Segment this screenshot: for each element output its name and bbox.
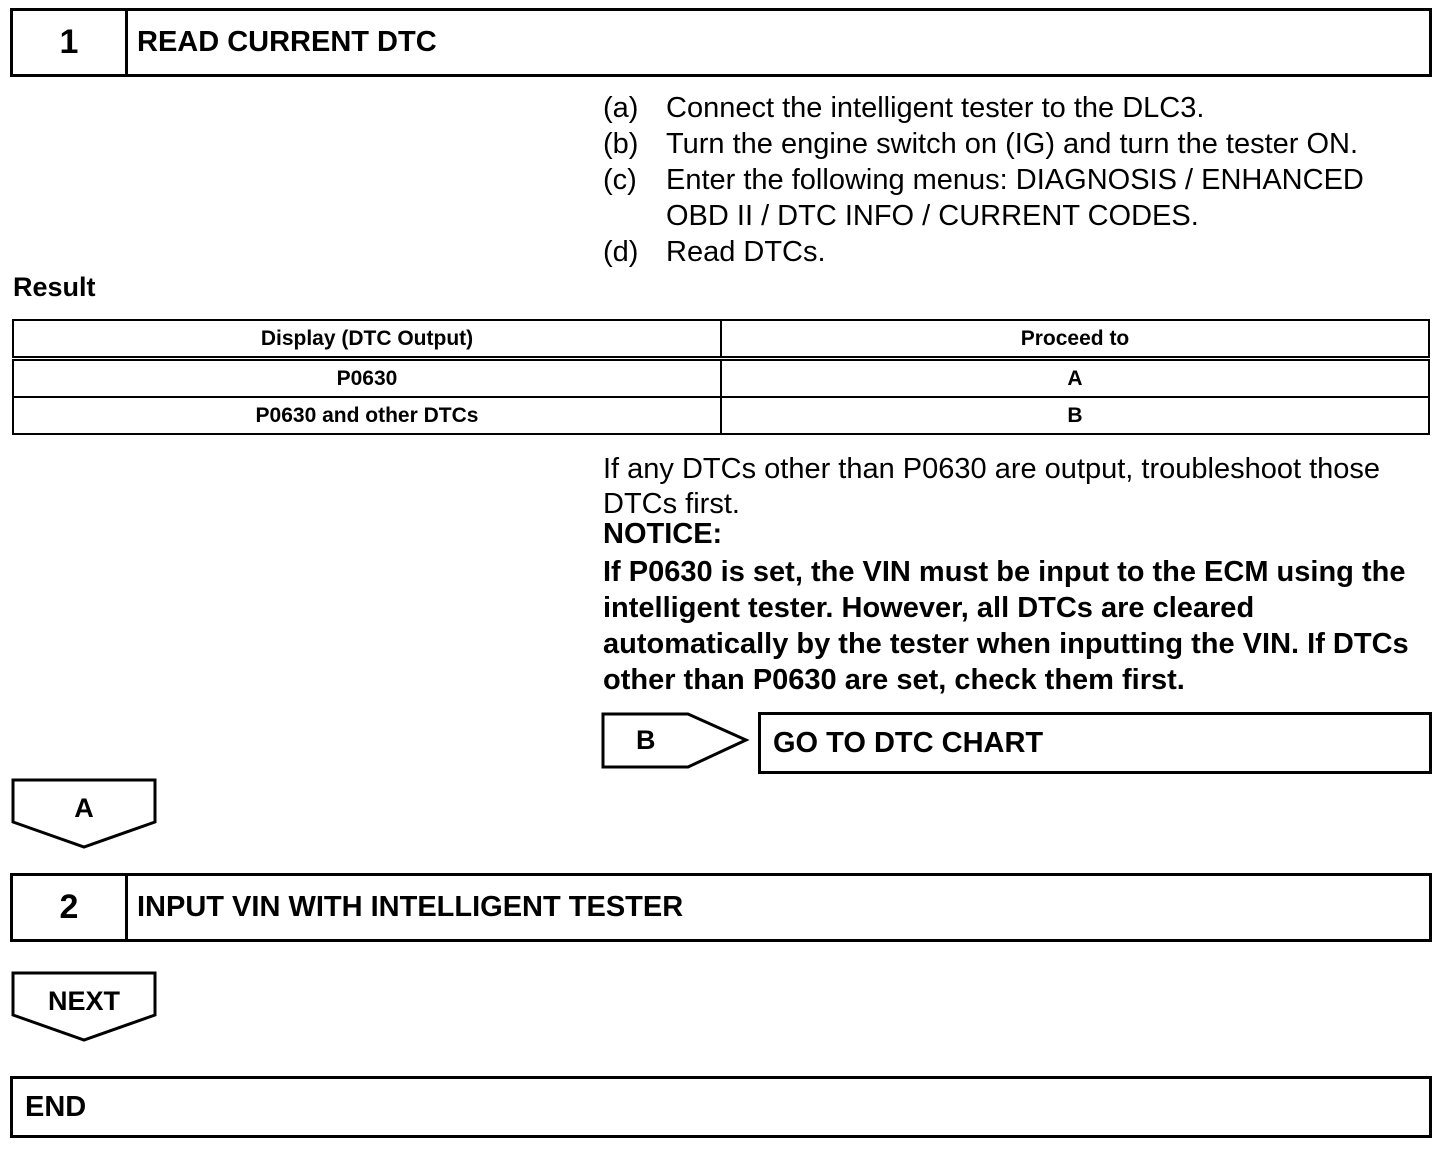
notice-heading: NOTICE: xyxy=(603,518,723,550)
step-2-number: 2 xyxy=(13,876,128,939)
instruction-text: Turn the engine switch on (IG) and turn the tester ON. xyxy=(666,128,1359,160)
result-table xyxy=(12,319,1430,435)
table-cell-proceed: A xyxy=(721,359,1429,398)
instruction-label: (b) xyxy=(603,128,639,160)
branch-a-label: A xyxy=(74,793,94,823)
branch-b-arrow[interactable] xyxy=(600,711,752,773)
end-box: END xyxy=(10,1076,1432,1138)
next-label: NEXT xyxy=(47,986,121,1016)
instruction-text: Enter the following menus: DIAGNOSIS / ENHANCED OBD II / DTC INFO / CURRENT CODES. xyxy=(666,164,1364,232)
step-1-title: READ CURRENT DTC xyxy=(137,26,437,58)
step-2-header xyxy=(10,873,1432,942)
step-1-number: 1 xyxy=(13,11,128,74)
step-1-header xyxy=(10,8,1432,77)
column-header-display: Display (DTC Output) xyxy=(13,320,721,359)
branch-a-arrow[interactable] xyxy=(10,777,160,851)
notice-text: If P0630 is set, the VIN must be input to the ECM using the intelligent tester. However, all DTCs are cleared automatically by the tester when inputting the VIN. If DTCs other than P0630 are set, check them first. xyxy=(603,556,1409,696)
instruction-label: (c) xyxy=(603,164,637,196)
table-row xyxy=(13,397,1429,434)
table-header-row xyxy=(13,320,1429,359)
table-cell-display: P0630 and other DTCs xyxy=(13,397,721,434)
column-header-proceed: Proceed to xyxy=(721,320,1429,359)
instruction-text: Read DTCs. xyxy=(666,236,826,268)
branch-b-label: B xyxy=(636,725,656,755)
go-to-dtc-chart[interactable]: GO TO DTC CHART xyxy=(758,712,1432,774)
table-row xyxy=(13,359,1429,398)
instruction-text: Connect the intelligent tester to the DLC3. xyxy=(666,92,1205,124)
result-label: Result xyxy=(13,272,96,302)
table-cell-display: P0630 xyxy=(13,359,721,398)
arrow-right-shape xyxy=(603,714,746,767)
instruction-label: (d) xyxy=(603,236,639,268)
troubleshoot-note: If any DTCs other than P0630 are output, troubleshoot those DTCs first. xyxy=(603,453,1381,520)
instruction-label: (a) xyxy=(603,92,639,124)
table-cell-proceed: B xyxy=(721,397,1429,434)
step-2-title: INPUT VIN WITH INTELLIGENT TESTER xyxy=(137,891,684,923)
next-arrow[interactable] xyxy=(10,970,160,1044)
